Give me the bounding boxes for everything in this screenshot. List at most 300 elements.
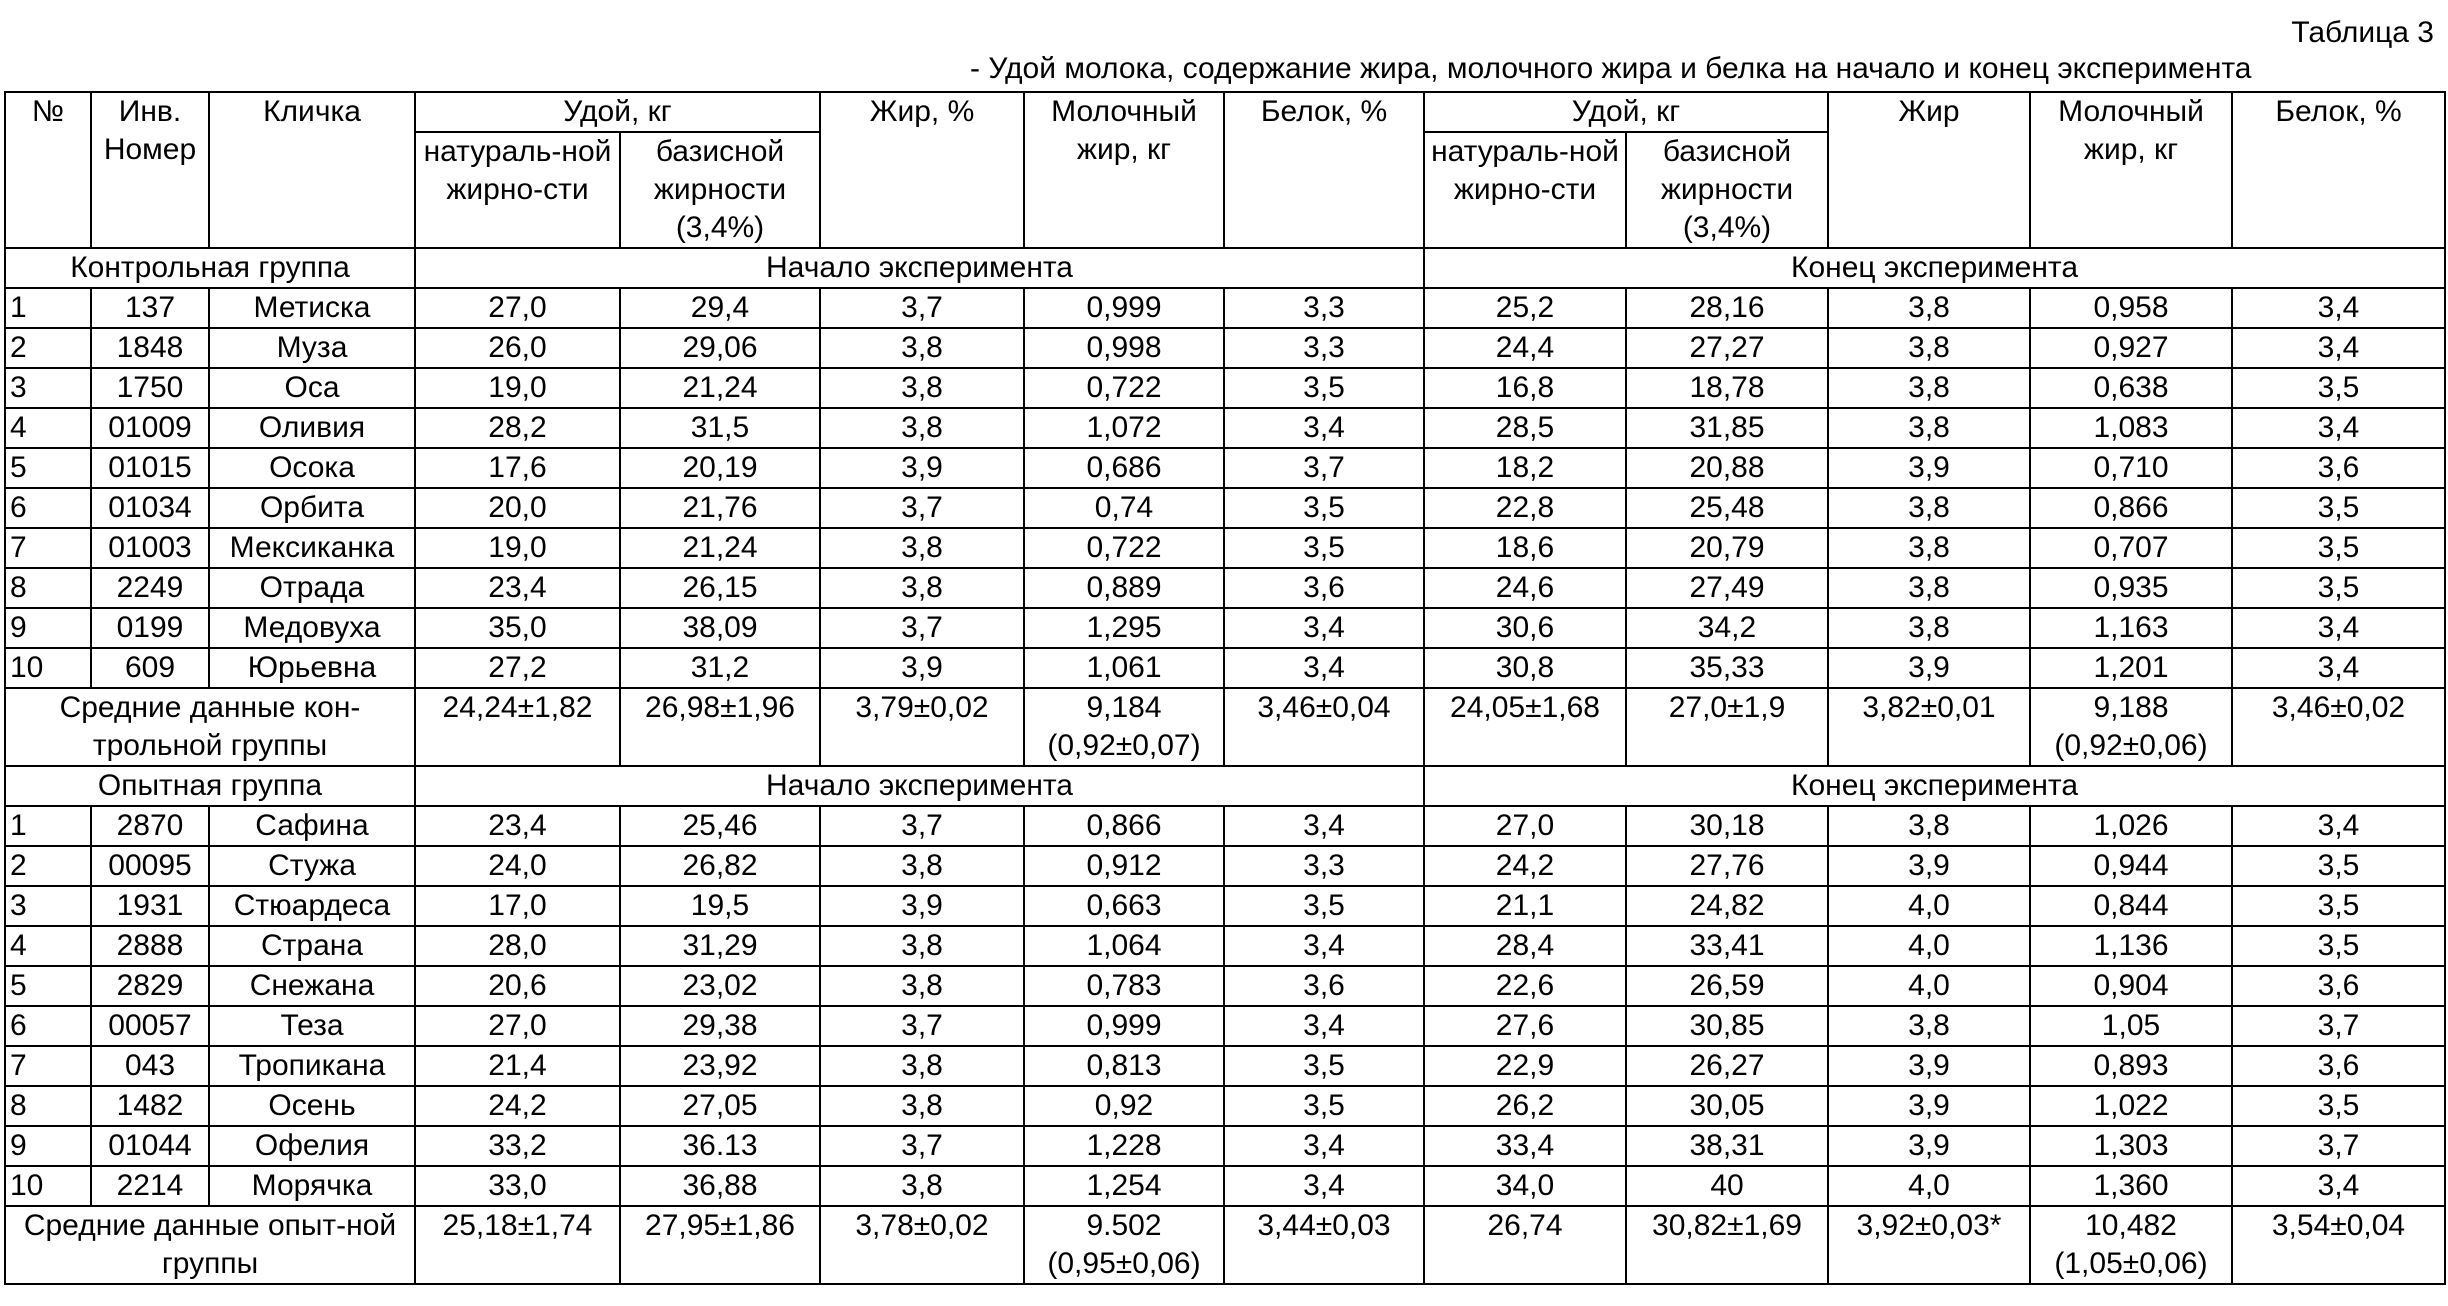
control-cell: 1,201 [2030,648,2232,688]
experimental-cell: 3,7 [820,1126,1024,1166]
experimental-cell: 3,5 [1224,886,1424,926]
control-cell: 3,4 [2232,328,2445,368]
experimental-cell: 24,82 [1626,886,1828,926]
experimental-cell: 7 [5,1046,91,1086]
experimental-cell: 34,0 [1424,1166,1626,1206]
experimental-table-row [5,1166,2445,1206]
control-average-cell: 24,24±1,82 [415,688,620,766]
experimental-average-row [5,1206,2445,1284]
control-cell: 28,5 [1424,408,1626,448]
experimental-table-row [5,966,2445,1006]
control-cell: Метиска [209,288,415,328]
control-cell: 3,5 [1224,368,1424,408]
control-cell: 18,6 [1424,528,1626,568]
control-cell: 27,27 [1626,328,1828,368]
control-average-cell: 3,82±0,01 [1828,688,2030,766]
experimental-average-cell: 3,92±0,03* [1828,1206,2030,1284]
experimental-cell: 1931 [91,886,209,926]
control-cell: 0,958 [2030,288,2232,328]
experimental-cell: 0,999 [1024,1006,1224,1046]
experimental-cell: 1,303 [2030,1126,2232,1166]
control-cell: 3,9 [1828,448,2030,488]
experimental-cell: 3,8 [820,926,1024,966]
experimental-group-label: Опытная группа [5,766,415,806]
control-cell: 8 [5,568,91,608]
experimental-cell: 0,944 [2030,846,2232,886]
experimental-cell: 3,9 [1828,1046,2030,1086]
control-table-row [5,408,2445,448]
experimental-cell: 38,31 [1626,1126,1828,1166]
control-cell: 0,710 [2030,448,2232,488]
experimental-cell: 3,8 [820,846,1024,886]
experimental-cell: 31,29 [620,926,820,966]
control-table-row [5,448,2445,488]
control-cell: 01034 [91,488,209,528]
header-fat-end: Жир [1828,92,2030,248]
experimental-cell: Осень [209,1086,415,1126]
control-average-cell: 3,46±0,02 [2232,688,2445,766]
experimental-cell: 3,5 [2232,846,2445,886]
experimental-cell: Страна [209,926,415,966]
experimental-cell: 043 [91,1046,209,1086]
experimental-cell: 28,4 [1424,926,1626,966]
header-milk-fat-end: Молочный жир, кг [2030,92,2232,248]
experimental-average-cell: 26,74 [1424,1206,1626,1284]
control-cell: 1,163 [2030,608,2232,648]
control-cell: 3,4 [1224,648,1424,688]
control-cell: 3,8 [1828,528,2030,568]
control-cell: 31,5 [620,408,820,448]
control-table-row [5,488,2445,528]
experimental-cell: 0,783 [1024,966,1224,1006]
experimental-cell: 3,5 [2232,1086,2445,1126]
experimental-cell: 4,0 [1828,1166,2030,1206]
experimental-group-section [5,766,2445,1284]
control-cell: 1 [5,288,91,328]
experimental-cell: 30,18 [1626,806,1828,846]
control-cell: 3,4 [1224,608,1424,648]
experimental-cell: 1,05 [2030,1006,2232,1046]
control-cell: Мексиканка [209,528,415,568]
experimental-cell: 8 [5,1086,91,1126]
control-cell: 19,0 [415,368,620,408]
header-no: № [5,92,91,248]
control-cell: 3,8 [1828,408,2030,448]
header-protein-end: Белок, % [2232,92,2445,248]
experimental-table-row [5,1006,2445,1046]
control-cell: 3,4 [2232,648,2445,688]
control-cell: 3,7 [820,488,1024,528]
control-cell: 01009 [91,408,209,448]
control-cell: 3,5 [1224,528,1424,568]
experimental-cell: 27,0 [415,1006,620,1046]
control-average-cell: 27,0±1,9 [1626,688,1828,766]
experimental-cell: 9 [5,1126,91,1166]
experimental-cell: 3,8 [1828,1006,2030,1046]
experimental-cell: 19,5 [620,886,820,926]
experimental-cell: 36,88 [620,1166,820,1206]
control-cell: 20,0 [415,488,620,528]
control-cell: 3,8 [1828,328,2030,368]
experimental-cell: 29,38 [620,1006,820,1046]
control-cell: 3,8 [1828,488,2030,528]
control-cell: 26,15 [620,568,820,608]
experimental-cell: 3,9 [1828,846,2030,886]
experimental-average-cell: 3,78±0,02 [820,1206,1024,1284]
control-average-cell: 9,184 (0,92±0,07) [1024,688,1224,766]
experimental-cell: 24,2 [415,1086,620,1126]
control-cell: 3,4 [2232,288,2445,328]
control-cell: 0,935 [2030,568,2232,608]
header-inv-number: Инв. Номер [91,92,209,248]
control-cell: 28,2 [415,408,620,448]
control-average-row [5,688,2445,766]
control-cell: 3,8 [1828,568,2030,608]
experimental-cell: 3,4 [2232,1166,2445,1206]
control-cell: 27,2 [415,648,620,688]
control-cell: Оливия [209,408,415,448]
experimental-cell: 2870 [91,806,209,846]
control-cell: 28,16 [1626,288,1828,328]
control-cell: Медовуха [209,608,415,648]
control-cell: 3,8 [820,568,1024,608]
header-name: Кличка [209,92,415,248]
control-cell: 10 [5,648,91,688]
control-cell: 25,2 [1424,288,1626,328]
control-cell: Юрьевна [209,648,415,688]
experimental-cell: 4,0 [1828,926,2030,966]
control-cell: 3,8 [1828,368,2030,408]
control-cell: 1,295 [1024,608,1224,648]
experimental-cell: 3,6 [2232,1046,2445,1086]
header-basic-fat-start: базисной жирности (3,4%) [620,132,820,248]
control-cell: 3,8 [820,528,1024,568]
header-natural-fat-end: натураль-ной жирно-сти [1424,132,1626,248]
experimental-cell: 2888 [91,926,209,966]
control-cell: 3,9 [820,648,1024,688]
control-cell: 9 [5,608,91,648]
header-fat-start: Жир, % [820,92,1024,248]
experimental-average-cell: 10,482 (1,05±0,06) [2030,1206,2232,1284]
experimental-cell: 3,6 [1224,966,1424,1006]
experimental-cell: 0,813 [1024,1046,1224,1086]
control-cell: 3,4 [1224,408,1424,448]
experimental-cell: 33,4 [1424,1126,1626,1166]
control-cell: 0,927 [2030,328,2232,368]
experimental-cell: 4,0 [1828,966,2030,1006]
control-average-label: Средние данные кон-трольной группы [5,688,415,766]
experimental-cell: 0,844 [2030,886,2232,926]
control-cell: 29,4 [620,288,820,328]
control-cell: Муза [209,328,415,368]
control-table-row [5,288,2445,328]
experimental-cell: 33,41 [1626,926,1828,966]
experimental-table-row [5,886,2445,926]
experimental-cell: 0,866 [1024,806,1224,846]
experimental-cell: 3,4 [1224,1126,1424,1166]
experimental-cell: 3,4 [1224,1006,1424,1046]
header-natural-fat-start: натураль-ной жирно-сти [415,132,620,248]
experimental-cell: 33,2 [415,1126,620,1166]
experimental-cell: 3,8 [820,1086,1024,1126]
control-start-label: Начало эксперимента [415,248,1424,288]
control-cell: 0,722 [1024,528,1224,568]
experimental-cell: 1,254 [1024,1166,1224,1206]
control-table-row [5,568,2445,608]
control-cell: 3 [5,368,91,408]
control-cell: 3,9 [1828,648,2030,688]
control-cell: 01015 [91,448,209,488]
experimental-cell: 3,5 [2232,926,2445,966]
control-cell: 3,7 [1224,448,1424,488]
control-table-row [5,648,2445,688]
control-cell: 2249 [91,568,209,608]
experimental-cell: 00057 [91,1006,209,1046]
control-cell: 3,9 [820,448,1024,488]
experimental-cell: 24,0 [415,846,620,886]
header-milk-yield-start: Удой, кг [415,92,820,132]
control-cell: 34,2 [1626,608,1828,648]
experimental-cell: Морячка [209,1166,415,1206]
header-milk-fat-start: Молочный жир, кг [1024,92,1224,248]
experimental-cell: 2829 [91,966,209,1006]
control-cell: 27,0 [415,288,620,328]
control-cell: 3,4 [2232,608,2445,648]
control-cell: 0,998 [1024,328,1224,368]
control-cell: 20,79 [1626,528,1828,568]
experimental-cell: 26,27 [1626,1046,1828,1086]
control-table-row [5,368,2445,408]
control-cell: 3,4 [2232,408,2445,448]
experimental-cell: 10 [5,1166,91,1206]
control-cell: 137 [91,288,209,328]
experimental-table-row [5,1086,2445,1126]
experimental-cell: 33,0 [415,1166,620,1206]
control-cell: 30,8 [1424,648,1626,688]
experimental-end-label: Конец эксперимента [1424,766,2445,806]
control-cell: 6 [5,488,91,528]
control-cell: 29,06 [620,328,820,368]
control-cell: 24,4 [1424,328,1626,368]
control-cell: 20,19 [620,448,820,488]
experimental-cell: 3,6 [2232,966,2445,1006]
experimental-average-cell: 3,54±0,04 [2232,1206,2445,1284]
experimental-cell: 3,9 [1828,1086,2030,1126]
control-cell: 1,061 [1024,648,1224,688]
control-cell: 0,707 [2030,528,2232,568]
experimental-cell: 25,46 [620,806,820,846]
header-basic-fat-end: базисной жирности (3,4%) [1626,132,1828,248]
control-cell: 25,48 [1626,488,1828,528]
control-cell: Осока [209,448,415,488]
experimental-cell: 1,064 [1024,926,1224,966]
control-cell: 4 [5,408,91,448]
experimental-cell: 3,8 [820,1046,1024,1086]
control-cell: 01003 [91,528,209,568]
control-cell: 23,4 [415,568,620,608]
experimental-cell: 5 [5,966,91,1006]
control-group-section [5,248,2445,766]
experimental-cell: 3,9 [1828,1126,2030,1166]
control-average-cell: 3,79±0,02 [820,688,1024,766]
control-cell: 3,5 [2232,368,2445,408]
experimental-cell: 21,4 [415,1046,620,1086]
control-average-cell: 9,188 (0,92±0,06) [2030,688,2232,766]
control-cell: Орбита [209,488,415,528]
control-cell: 3,3 [1224,288,1424,328]
control-cell: 3,8 [1828,288,2030,328]
experimental-average-cell: 27,95±1,86 [620,1206,820,1284]
experimental-cell: 1,136 [2030,926,2232,966]
control-cell: 0,866 [2030,488,2232,528]
control-cell: 7 [5,528,91,568]
experimental-cell: 3,9 [820,886,1024,926]
experimental-cell: 4,0 [1828,886,2030,926]
control-cell: 31,2 [620,648,820,688]
control-cell: 3,8 [820,328,1024,368]
experimental-cell: 23,92 [620,1046,820,1086]
experimental-cell: Теза [209,1006,415,1046]
control-average-cell: 24,05±1,68 [1424,688,1626,766]
experimental-cell: 26,59 [1626,966,1828,1006]
control-cell: 21,76 [620,488,820,528]
control-cell: 0,889 [1024,568,1224,608]
control-cell: 3,5 [2232,568,2445,608]
experimental-table-row [5,1046,2445,1086]
control-cell: Оса [209,368,415,408]
control-cell: 3,5 [2232,528,2445,568]
control-cell: 17,6 [415,448,620,488]
control-cell: 609 [91,648,209,688]
experimental-cell: 27,0 [1424,806,1626,846]
experimental-table-row [5,806,2445,846]
experimental-cell: 30,85 [1626,1006,1828,1046]
header-protein-start: Белок, % [1224,92,1424,248]
experimental-cell: Стюардеса [209,886,415,926]
experimental-cell: 3,7 [2232,1126,2445,1166]
control-cell: 3,8 [1828,608,2030,648]
experimental-cell: 27,76 [1626,846,1828,886]
control-cell: 0199 [91,608,209,648]
control-cell: 19,0 [415,528,620,568]
control-cell: 1,083 [2030,408,2232,448]
experimental-table-row [5,846,2445,886]
control-end-label: Конец эксперимента [1424,248,2445,288]
experimental-cell: 20,6 [415,966,620,1006]
control-group-label: Контрольная группа [5,248,415,288]
control-cell: 3,6 [2232,448,2445,488]
table-caption: - Удой молока, содержание жира, молочного жира и белка на начало и конец эксперимента [970,52,2252,85]
experimental-cell: 3,4 [1224,926,1424,966]
experimental-cell: 0,663 [1024,886,1224,926]
control-cell: 21,24 [620,368,820,408]
experimental-cell: 26,82 [620,846,820,886]
experimental-table-row [5,926,2445,966]
experimental-cell: 3,8 [1828,806,2030,846]
experimental-cell: 3,3 [1224,846,1424,886]
control-cell: 38,09 [620,608,820,648]
control-cell: 18,2 [1424,448,1626,488]
control-table-row [5,608,2445,648]
experimental-cell: 2214 [91,1166,209,1206]
experimental-cell: Тропикана [209,1046,415,1086]
milk-yield-table [4,91,2446,1285]
control-cell: 27,49 [1626,568,1828,608]
control-cell: 0,638 [2030,368,2232,408]
experimental-cell: 36.13 [620,1126,820,1166]
control-cell: 3,3 [1224,328,1424,368]
experimental-cell: Снежана [209,966,415,1006]
experimental-cell: 6 [5,1006,91,1046]
control-cell: 3,8 [820,368,1024,408]
experimental-average-label: Средние данные опыт-ной группы [5,1206,415,1284]
experimental-cell: 22,9 [1424,1046,1626,1086]
control-cell: 5 [5,448,91,488]
experimental-cell: Сафина [209,806,415,846]
experimental-cell: 26,2 [1424,1086,1626,1126]
experimental-cell: 3,4 [1224,806,1424,846]
experimental-cell: 1,360 [2030,1166,2232,1206]
control-cell: 0,999 [1024,288,1224,328]
experimental-cell: 3 [5,886,91,926]
experimental-cell: 01044 [91,1126,209,1166]
experimental-cell: 3,4 [1224,1166,1424,1206]
experimental-cell: 3,5 [1224,1046,1424,1086]
control-cell: 22,8 [1424,488,1626,528]
control-cell: 2 [5,328,91,368]
experimental-cell: 3,4 [2232,806,2445,846]
control-cell: 21,24 [620,528,820,568]
experimental-average-cell: 30,82±1,69 [1626,1206,1828,1284]
table-header [5,92,2445,248]
experimental-cell: 3,8 [820,966,1024,1006]
control-cell: 3,6 [1224,568,1424,608]
experimental-cell: 23,4 [415,806,620,846]
experimental-cell: 00095 [91,846,209,886]
control-cell: 16,8 [1424,368,1626,408]
control-cell: Отрада [209,568,415,608]
experimental-cell: 3,7 [2232,1006,2445,1046]
experimental-cell: 3,7 [820,806,1024,846]
table-number: Таблица 3 [2291,16,2434,49]
control-cell: 3,5 [1224,488,1424,528]
control-cell: 20,88 [1626,448,1828,488]
experimental-cell: 1 [5,806,91,846]
experimental-cell: 28,0 [415,926,620,966]
experimental-cell: 4 [5,926,91,966]
experimental-cell: 27,6 [1424,1006,1626,1046]
control-cell: 1,072 [1024,408,1224,448]
control-cell: 0,722 [1024,368,1224,408]
experimental-cell: 1,228 [1024,1126,1224,1166]
header-milk-yield-end: Удой, кг [1424,92,1828,132]
experimental-cell: 24,2 [1424,846,1626,886]
experimental-cell: 3,7 [820,1006,1024,1046]
control-cell: 3,7 [820,288,1024,328]
experimental-cell: 23,02 [620,966,820,1006]
experimental-cell: 1,026 [2030,806,2232,846]
experimental-average-cell: 9.502 (0,95±0,06) [1024,1206,1224,1284]
experimental-cell: 17,0 [415,886,620,926]
experimental-cell: 22,6 [1424,966,1626,1006]
experimental-cell: 0,912 [1024,846,1224,886]
experimental-cell: 1,022 [2030,1086,2232,1126]
experimental-cell: 0,893 [2030,1046,2232,1086]
control-cell: 3,5 [2232,488,2445,528]
experimental-cell: 0,92 [1024,1086,1224,1126]
control-cell: 26,0 [415,328,620,368]
experimental-cell: 0,904 [2030,966,2232,1006]
